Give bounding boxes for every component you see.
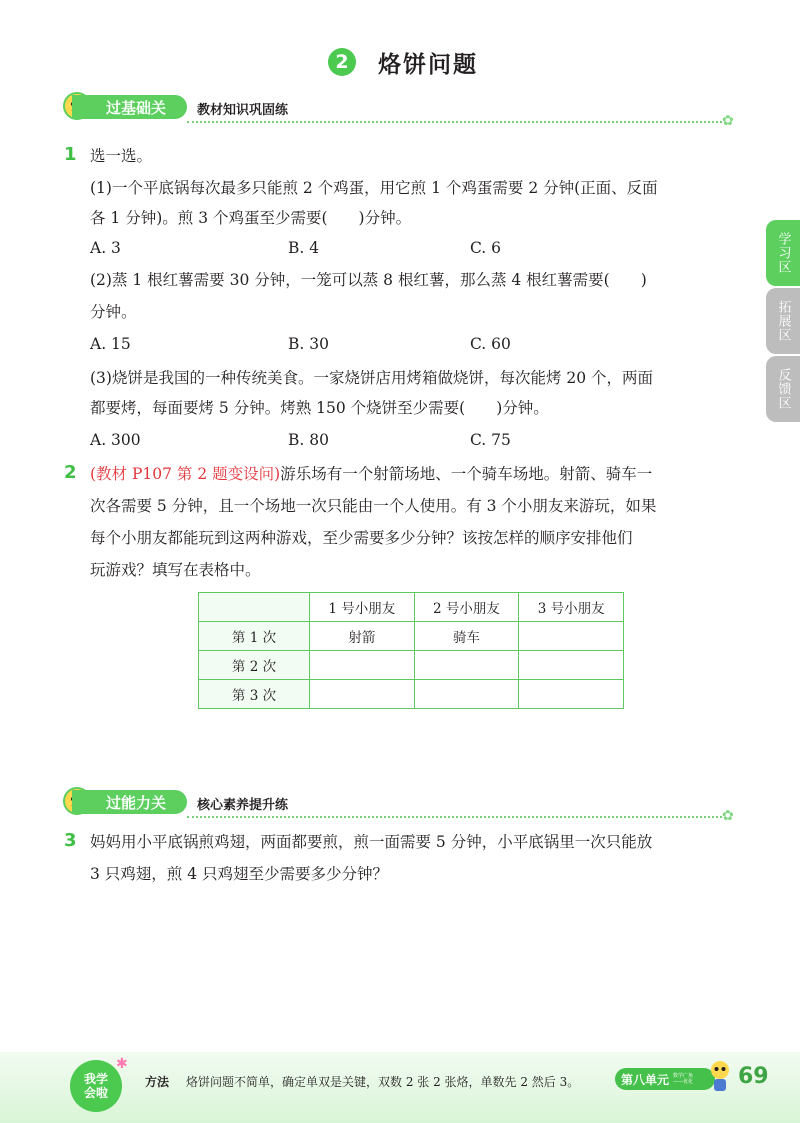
unit-subtitle-line1: 数学广角	[673, 1073, 694, 1079]
table-header-row	[199, 593, 624, 622]
question-1-number: 1	[64, 144, 77, 165]
table-row	[199, 680, 624, 709]
title-number-badge: 2	[328, 48, 356, 76]
table-cell[interactable]	[310, 651, 415, 680]
question-2-line2: 次各需要 5 分钟，且一个场地一次只能由一个人使用。有 3 个小朋友来游玩，如果	[90, 497, 657, 515]
q1-part1-line1: (1)一个平底锅每次最多只能煎 2 个鸡蛋，用它煎 1 个鸡蛋需要 2 分钟(正面、反面	[90, 179, 658, 197]
q1-part1-option-b[interactable]: B. 4	[288, 239, 320, 257]
q1-part3-line1: (3)烧饼是我国的一种传统美食。一家烧饼店用烤箱做烧饼，每次能烤 20 个，两面	[90, 369, 654, 387]
table-cell[interactable]	[519, 651, 624, 680]
table-cell[interactable]	[414, 680, 519, 709]
question-2-line1-text: 游乐场有一个射箭场地、一个骑车场地。射箭、骑车一	[280, 465, 653, 483]
footer-method-text: 烙饼问题不简单，确定单双是关键，双数 2 张 2 张烙，单数先 2 然后 3。	[186, 1075, 580, 1089]
q1-part3-option-a[interactable]: A. 300	[90, 431, 141, 449]
table-cell[interactable]	[310, 680, 415, 709]
side-tab-study[interactable]: 学习区	[766, 220, 800, 286]
footer-logo-line1: 我学	[83, 1072, 108, 1086]
q1-part3-option-b[interactable]: B. 80	[288, 431, 329, 449]
question-2-line3: 每个小朋友都能玩到这两种游戏，至少需要多少分钟？该按怎样的顺序安排他们	[90, 529, 633, 547]
table-row-header: 第 2 次	[199, 651, 310, 680]
q1-part1-line2: 各 1 分钟)。煎 3 个鸡蛋至少需要( )分钟。	[90, 209, 412, 227]
table-header-cell: 2 号小朋友	[414, 593, 519, 622]
table-cell[interactable]	[519, 680, 624, 709]
side-tab-feedback[interactable]: 反馈区	[766, 356, 800, 422]
section2-subtitle: 核心素养提升练	[197, 798, 289, 813]
q1-part1-option-c[interactable]: C. 6	[470, 239, 502, 257]
table-corner-cell	[199, 593, 310, 622]
table-cell[interactable]: 骑车	[414, 622, 519, 651]
section2-header	[62, 788, 738, 824]
q1-part2-option-a[interactable]: A. 15	[90, 335, 131, 353]
page-number: 69	[738, 1064, 769, 1089]
page-title: 烙饼问题	[378, 52, 478, 78]
q1-part3-line2: 都要烤，每面要烤 5 分钟。烤熟 150 个烧饼至少需要( )分钟。	[90, 399, 549, 417]
unit-label: 第八单元	[621, 1072, 670, 1087]
table-cell[interactable]: 射箭	[310, 622, 415, 651]
footer-method-label: 方法	[145, 1075, 170, 1089]
question-3-number: 3	[64, 830, 77, 851]
q1-part2-option-c[interactable]: C. 60	[470, 335, 511, 353]
q1-part1-option-a[interactable]: A. 3	[90, 239, 121, 257]
q1-part2-option-b[interactable]: B. 30	[288, 335, 329, 353]
flower-icon: ✿	[722, 113, 734, 129]
section2-label: 过能力关	[72, 790, 187, 814]
question-2-line1	[90, 464, 652, 484]
question-2-source: (教材 P107 第 2 题变设问)	[90, 465, 281, 483]
side-tab-extend[interactable]: 拓展区	[766, 288, 800, 354]
question-2-line4: 玩游戏？填写在表格中。	[90, 561, 261, 579]
section1-header	[62, 93, 738, 129]
schedule-table	[198, 592, 624, 709]
question-3-line2: 3 只鸡翅，煎 4 只鸡翅至少需要多少分钟？	[90, 865, 389, 883]
question-1-stem: 选一选。	[90, 147, 153, 165]
table-header-cell: 3 号小朋友	[519, 593, 624, 622]
table-row	[199, 651, 624, 680]
table-header-cell: 1 号小朋友	[310, 593, 415, 622]
unit-badge	[615, 1068, 715, 1090]
section1-label: 过基础关	[72, 95, 187, 119]
section1-divider	[187, 121, 722, 123]
q1-part2-line2: 分钟。	[90, 303, 137, 321]
table-row-header: 第 3 次	[199, 680, 310, 709]
footer-logo-line2: 会啦	[83, 1086, 108, 1100]
unit-subtitle	[673, 1073, 693, 1085]
flower-icon: ✿	[722, 808, 734, 824]
mascot-footer-icon	[708, 1060, 732, 1094]
question-3-line1: 妈妈用小平底锅煎鸡翅，两面都要煎，煎一面需要 5 分钟，小平底锅里一次只能放	[90, 833, 653, 851]
unit-subtitle-line2: ——优化	[673, 1079, 694, 1085]
table-row-header: 第 1 次	[199, 622, 310, 651]
q1-part2-line1: (2)蒸 1 根红薯需要 30 分钟，一笼可以蒸 8 根红薯，那么蒸 4 根红薯需要( )	[90, 271, 647, 289]
table-cell[interactable]	[519, 622, 624, 651]
section1-subtitle: 教材知识巩固练	[197, 103, 289, 118]
sparkle-icon: ✱	[116, 1056, 128, 1072]
q1-part3-option-c[interactable]: C. 75	[470, 431, 511, 449]
table-row	[199, 622, 624, 651]
footer-logo	[70, 1060, 122, 1112]
section2-divider	[187, 816, 722, 818]
table-cell[interactable]	[414, 651, 519, 680]
question-2-number: 2	[64, 462, 77, 483]
